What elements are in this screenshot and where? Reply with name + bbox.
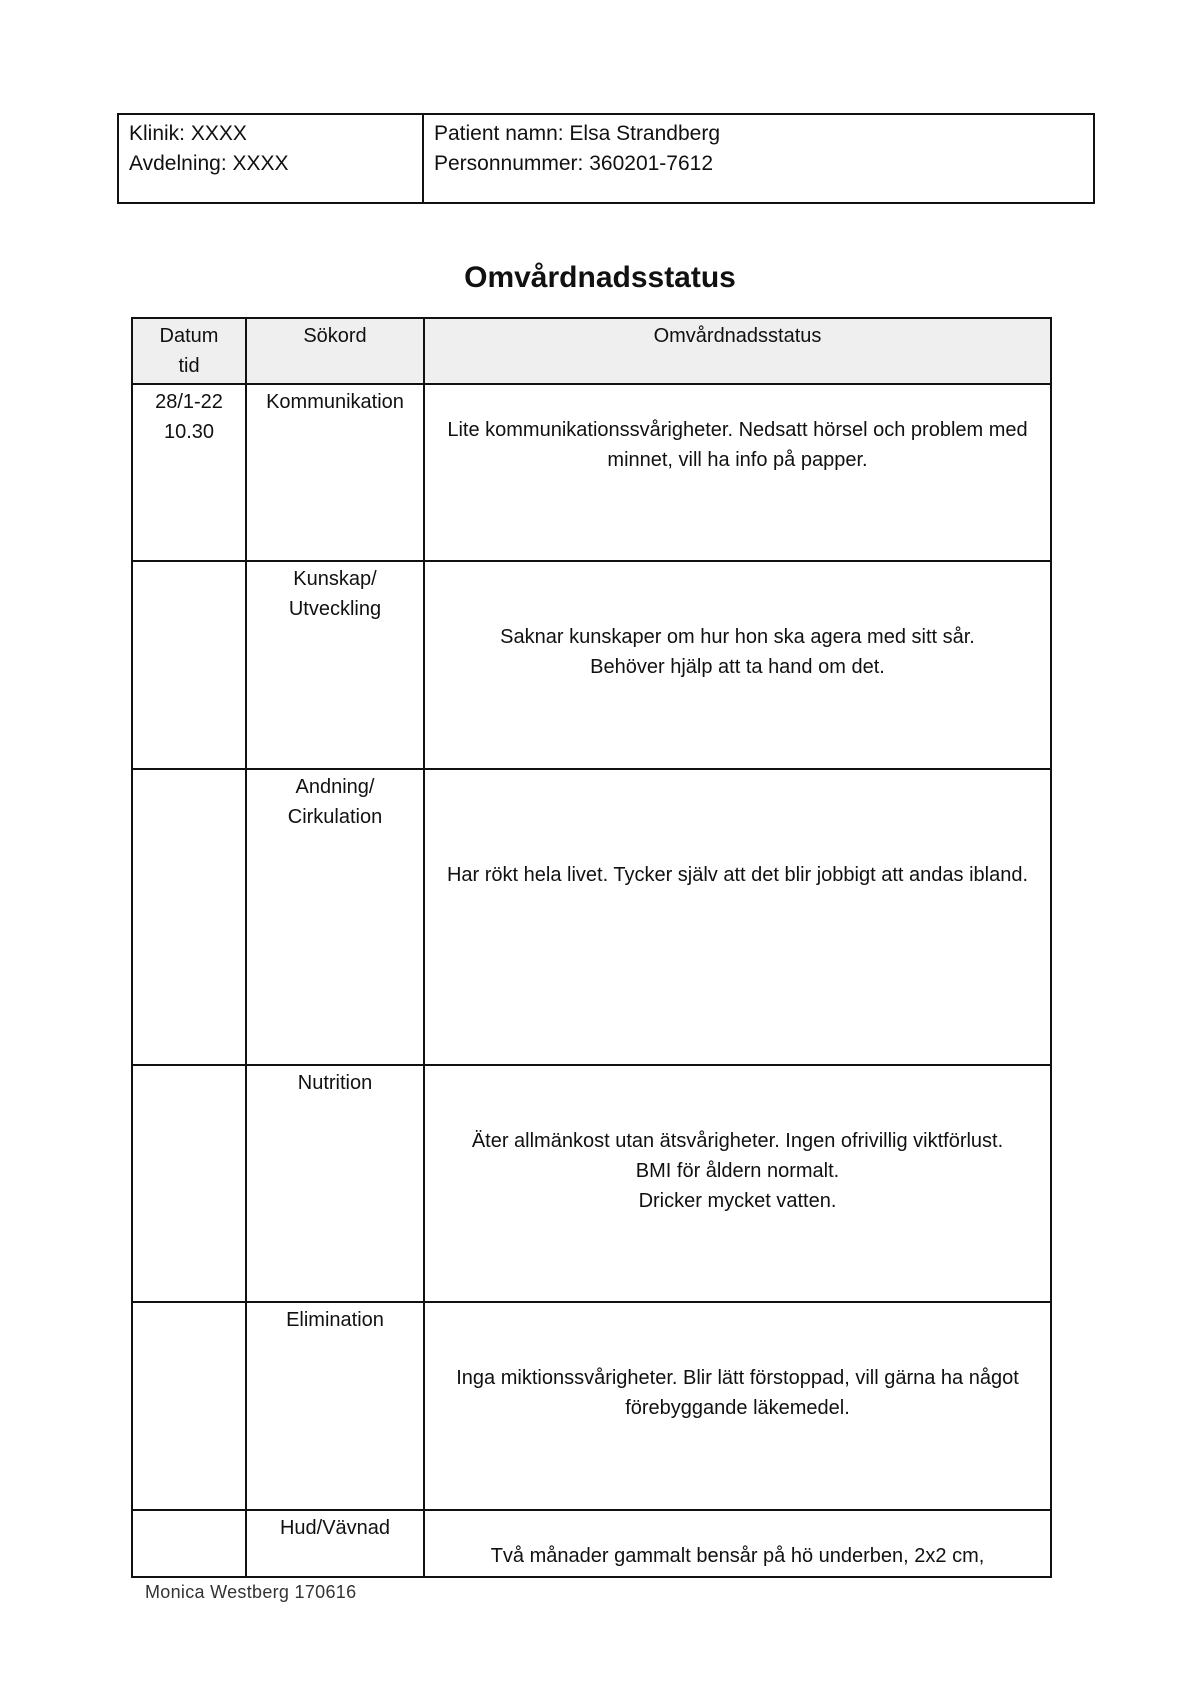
- personal-number: Personnummer: 360201-7612: [434, 152, 714, 175]
- table-row: [132, 1302, 1051, 1510]
- table-row: [132, 1510, 1051, 1577]
- status-cell: Saknar kunskaper om hur hon ska agera med sitt sår. Behöver hjälp att ta hand om det.: [424, 561, 1051, 769]
- keyword-cell: Elimination: [246, 1302, 424, 1510]
- keyword-cell: Kommunikation: [246, 384, 424, 561]
- table-header-row: [132, 318, 1051, 384]
- date-cell: [132, 769, 246, 1065]
- date-cell: [132, 561, 246, 769]
- status-cell: Har rökt hela livet. Tycker själv att det blir jobbigt att andas ibland.: [424, 769, 1051, 1065]
- footer-author: Monica Westberg 170616: [145, 1582, 357, 1602]
- clinic-label: Klinik: XXXX: [129, 122, 247, 145]
- date-cell: 28/1-22 10.30: [132, 384, 246, 561]
- column-header-status: Omvårdnadsstatus: [424, 318, 1051, 384]
- nursing-status-table: [131, 317, 1052, 1578]
- status-cell: Två månader gammalt bensår på hö underben, 2x2 cm,: [424, 1510, 1051, 1577]
- status-cell: Inga miktionssvårigheter. Blir lätt förstoppad, vill gärna ha något förebyggande läkemedel.: [424, 1302, 1051, 1510]
- column-header-date: Datum tid: [132, 318, 246, 384]
- date-cell: [132, 1302, 246, 1510]
- keyword-cell: Kunskap/ Utveckling: [246, 561, 424, 769]
- keyword-cell: Andning/ Cirkulation: [246, 769, 424, 1065]
- date-cell: [132, 1510, 246, 1577]
- status-cell: Lite kommunikationssvårigheter. Nedsatt hörsel och problem med minnet, vill ha info på papper.: [424, 384, 1051, 561]
- table-row: [132, 561, 1051, 769]
- clinic-info: [119, 115, 424, 202]
- keyword-cell: Hud/Vävnad: [246, 1510, 424, 1577]
- table-row: [132, 769, 1051, 1065]
- keyword-cell: Nutrition: [246, 1065, 424, 1302]
- department-label: Avdelning: XXXX: [129, 152, 289, 175]
- patient-name: Patient namn: Elsa Strandberg: [434, 122, 721, 145]
- patient-header: [117, 113, 1095, 204]
- table-row: [132, 384, 1051, 561]
- patient-info: [424, 115, 1093, 202]
- status-cell: Äter allmänkost utan ätsvårigheter. Ingen ofrivillig viktförlust. BMI för åldern normalt. Dricker mycket vatten.: [424, 1065, 1051, 1302]
- column-header-keyword: Sökord: [246, 318, 424, 384]
- table-row: [132, 1065, 1051, 1302]
- page-title: Omvårdnadsstatus: [464, 261, 736, 294]
- date-cell: [132, 1065, 246, 1302]
